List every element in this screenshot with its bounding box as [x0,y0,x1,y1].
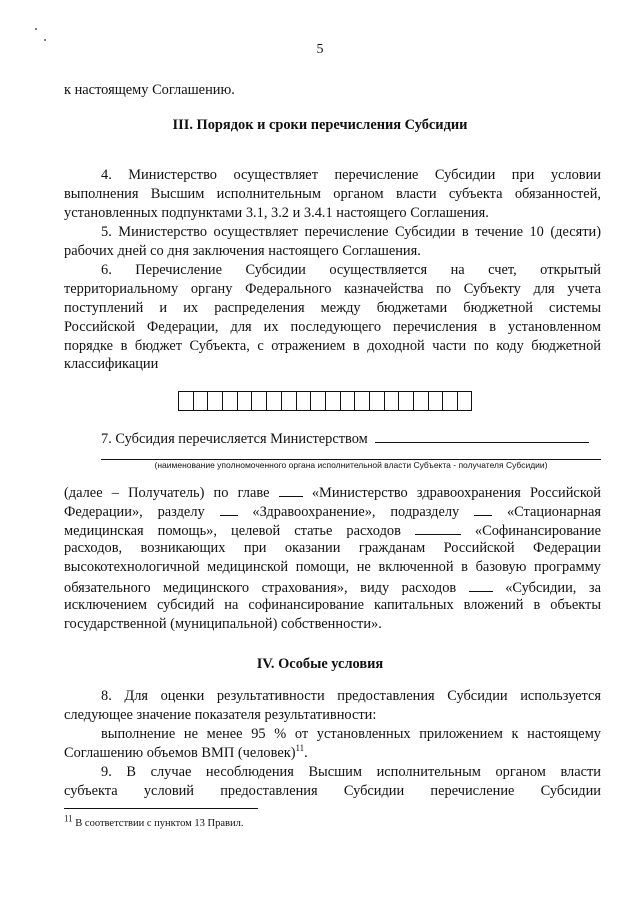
p7-line-6: обязательного медицинского страхования», виду расходов «Субсидии, за [64,577,601,598]
budget-code-box[interactable] [178,391,193,411]
budget-code-box[interactable] [398,391,413,411]
p7-line-7: исключением субсидий на софинансирование капитальных вложений в объекты [64,597,601,613]
budget-code-box[interactable] [325,391,340,411]
budget-code-box[interactable] [266,391,281,411]
p6-line-4: Российской Федерации, для их последующего перечисления в установленном [64,319,601,335]
budget-code-box[interactable] [340,391,355,411]
p6-line-5: порядке в бюджет Субъекта, с отражением в доходной части по коду бюджетной [64,338,601,354]
budget-code-box[interactable] [369,391,384,411]
p5-line-2: рабочих дней со дня заключения настоящего Соглашения. [64,243,421,259]
footnote-ref[interactable]: 11 [295,743,305,754]
budget-code-box[interactable] [251,391,266,411]
p8-line-1: 8. Для оценки результативности предоставления Субсидии используется [101,688,601,704]
p5-line-1: 5. Министерство осуществляет перечисление Субсидии в течение 10 (десяти) [101,224,601,240]
budget-code-box[interactable] [296,391,311,411]
scan-speck [35,28,37,30]
budget-code-box[interactable] [207,391,222,411]
recipient-caption: (наименование уполномоченного органа исполнительной власти Субъекта - получателя Субсидии) [154,460,548,470]
p6-line-6: классификации [64,356,159,372]
footnote [64,813,244,829]
p7-line-8: государственной (муниципальной) собственности». [64,616,382,632]
section-3-heading: III. Порядок и сроки перечисления Субсидии [172,117,468,133]
budget-code-box[interactable] [222,391,237,411]
p7-line-1: (далее – Получатель) по главе «Министерство здравоохранения Российской [64,482,601,503]
p6-line-3: поступлений и их распределения между бюджетами бюджетной системы [64,300,601,316]
p9-line-2: субъекта условий предоставления Субсидии перечисление Субсидии [64,783,601,799]
p8-value-line-1: выполнение не менее 95 % от установленных приложением к настоящему [101,726,601,742]
budget-code-box[interactable] [384,391,399,411]
budget-code-box[interactable] [442,391,457,411]
budget-code-box[interactable] [428,391,443,411]
section-blank[interactable] [220,501,238,516]
section-4-heading: IV. Особые условия [256,656,384,672]
scan-speck [44,39,46,41]
budget-code-box[interactable] [354,391,369,411]
p7-lead: 7. Субсидия перечисляется Министерством [101,431,368,447]
budget-code-box[interactable] [281,391,296,411]
p4-line-3: установленных подпунктами 3.1, 3.2 и 3.4.1 настоящего Соглашения. [64,205,489,221]
footnote-separator [64,808,258,809]
p9-line-1: 9. В случае несоблюдения Высшим исполнительным органом власти [101,764,601,780]
page-number: 5 [316,42,324,57]
budget-code-box[interactable] [193,391,208,411]
p4-line-1: 4. Министерство осуществляет перечисление Субсидии при условии [101,167,601,183]
budget-code-box[interactable] [237,391,252,411]
budget-code-box[interactable] [413,391,428,411]
budget-code-boxes[interactable] [178,391,472,411]
budget-code-box[interactable] [457,391,472,411]
chapter-blank[interactable] [279,482,303,497]
p6-line-1: 6. Перечисление Субсидии осуществляется на счет, открытый [101,262,601,278]
expense-type-blank[interactable] [469,577,493,592]
p7-line-2: Федерации», разделу «Здравоохранение», подразделу «Стационарная [64,501,601,522]
footnote-mark: 11 [64,813,73,824]
intro-line: к настоящему Соглашению. [64,82,235,98]
p8-value-line-2: Соглашению объемов ВМП (человек)$^{11}$. [64,743,308,761]
p7-lead-line [101,428,601,449]
target-article-blank[interactable] [415,520,461,535]
footnote-text: В соответствии с пунктом 13 Правил. [72,818,244,829]
p7-line-5: высокотехнологичной медицинской помощи, не включенной в базовую программу [64,559,601,575]
budget-code-box[interactable] [310,391,325,411]
recipient-blank[interactable] [375,428,589,443]
p6-line-2: территориальному органу Федерального казначейства по Субъекту для учета [64,281,601,297]
p7-line-3: медицинская помощь», целевой статье расходов «Софинансирование [64,520,601,541]
subsection-blank[interactable] [474,501,492,516]
p4-line-2: выполнения Высшим исполнительным органом власти субъекта обязанностей, [64,186,601,202]
p8-line-2: следующее значение показателя результативности: [64,707,377,723]
p7-line-4: расходов, возникающих при оказании гражданам Российской Федерации [64,540,601,556]
